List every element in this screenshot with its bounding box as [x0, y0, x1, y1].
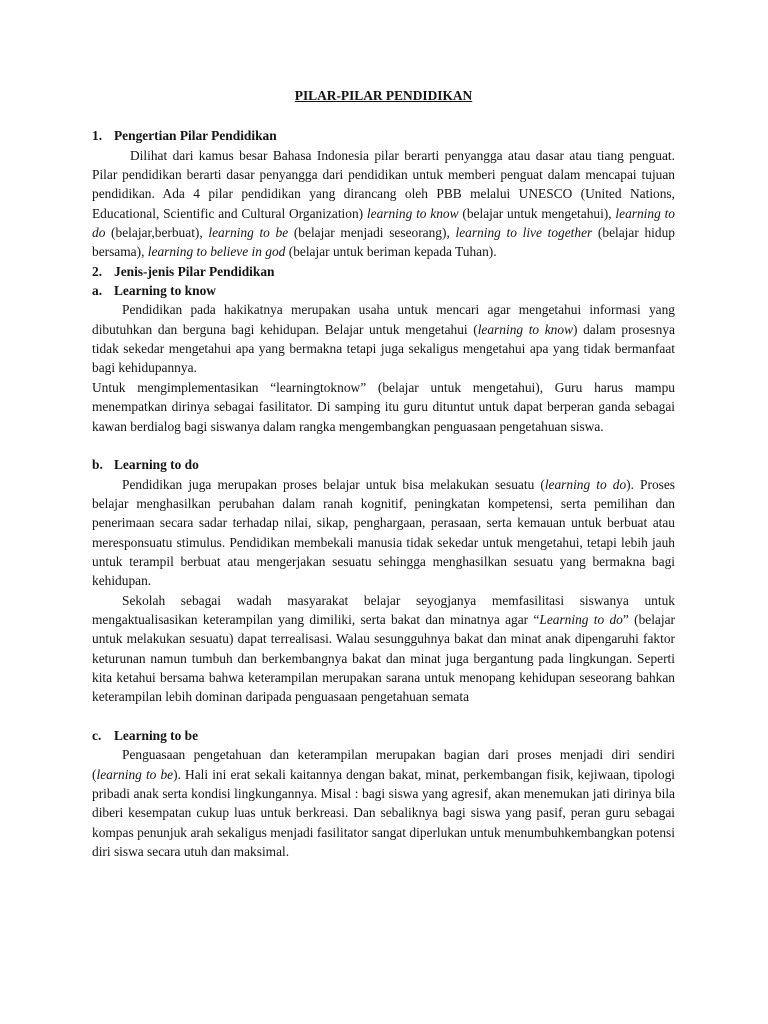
text-run: (belajar menjadi seseorang),: [288, 225, 456, 241]
section-1-heading: [92, 126, 675, 145]
subsection-a-paragraph-1: [92, 300, 675, 377]
section-1-number: 1.: [92, 128, 103, 144]
subsection-a-paragraph-2: Untuk mengimplementasikan “learningtoknow” (belajar untuk mengetahui), Guru harus mampu menempatkan dirinya sebagai fasilitator. Di samping itu guru dituntut untuk dapat berperan ganda sebagai kawan berdialog bagi siswanya dalam rangka mengembangkan penguasaan pengetahuan siswa.: [92, 379, 675, 434]
subsection-c-title: Learning to be: [114, 728, 199, 743]
italic-term: learning to know: [477, 321, 574, 337]
text-run: ). Proses belajar menghasilkan perubahan dalam ranah kognitif, peningkatan kompetensi, serta pemilihan dan penerimaan secara sadar terhadap nilai, sikap, penghargaan, perasaan, serta kemauan untuk berbuat atau meresponsuatu stimulus. Pendidikan membekali manusia tidak sekedar untuk mengetahui, tetapi lebih jauh untuk terampil berbuat atau mengerjakan sesuatu sehingga menghasilkan sesuatu yang bermakna bagi kehidupan.: [92, 476, 676, 589]
subsection-c-heading: [92, 726, 675, 745]
text-run: Sekolah sebagai wadah masyarakat belajar seyogjanya memfasilitasi siswanya untuk mengaktualisasikan keterampilan yang dimiliki, serta bakat dan minatnya agar “: [92, 592, 675, 627]
section-1-title: Pengertian Pilar Pendidikan: [114, 128, 277, 144]
document-title: PILAR-PILAR PENDIDIKAN: [294, 88, 473, 103]
text-run: ” (belajar untuk melakukan sesuatu) dapat terrealisasi. Walau sesungguhnya bakat dan minat anak dipengaruhi faktor keturunan namun tumbuh dan berkembangnya bakat dan minat juga bergantung pada lingkungan. Seperti kita ketahui bersama bahwa keterampilan merupakan sarana untuk menopang kehidupan seseorang bahkan keterampilan lebih dominan daripada penguasaan pengetahuan semata: [92, 611, 675, 705]
paragraph-gap: [92, 436, 675, 455]
subsection-a-title: Learning to know: [114, 283, 216, 299]
text-run: Pendidikan pada hakikatnya merupakan usaha untuk mencari agar mengetahui informasi yang dibutuhkan dan berguna bagi kehidupan. Belajar untuk mengetahui (: [92, 302, 675, 337]
subsection-b-label: b.: [92, 457, 103, 473]
text-run: ). Hali ini erat sekali kaitannya dengan bakat, minat, perkembangan fisik, kejiwaan, tipologi pribadi anak serta kondisi lingkungannya. Misal : bagi siswa yang agresif, akan menemukan jati dirinya bila diberi kesempatan cukup luas untuk berkreasi. Dan sebaliknya bagi siswa yang pasif, peran guru sebagai kompas penunjuk arah sekaligus menjadi fasilitator sangat diperlukan untuk menumbuhkembangkan potensi diri siswa secara utuh dan maksimal.: [92, 766, 675, 860]
document-page: [92, 86, 675, 861]
italic-term: learning to know: [366, 205, 459, 221]
italic-term: learning to be: [96, 766, 174, 782]
text-run: (belajar untuk beriman kepada Tuhan).: [285, 244, 497, 260]
subsection-b-paragraph-2: [92, 591, 675, 707]
italic-term: Learning to do: [539, 611, 623, 627]
section-2-number: 2.: [92, 263, 103, 279]
text-run: (belajar,berbuat),: [105, 225, 209, 241]
subsection-b-heading: [92, 455, 675, 474]
text-run: Dilihat dari kamus besar Bahasa Indonesia pilar berarti penyangga atau dasar atau tiang penguat. Pilar pendidikan berarti dasar penyangga dari pendidikan untuk memberi penguat dalam mencapai tujuan pendidikan. Ada 4 pilar pendidikan yang dirancang oleh PBB melalui UNESCO (United Nations, Educational, Scientific and Cultural Organization): [92, 147, 675, 221]
subsection-a-label: a.: [92, 283, 103, 299]
italic-term: learning to do: [544, 476, 627, 492]
subsection-a-heading: [92, 281, 675, 300]
section-2-title: Jenis-jenis Pilar Pendidikan: [114, 263, 275, 279]
italic-term: learning to do: [92, 205, 675, 241]
italic-term: learning to believe in god: [147, 244, 286, 260]
italic-term: learning to be: [208, 225, 289, 241]
subsection-c-paragraph-1: [92, 745, 675, 861]
text-run: Pendidikan juga merupakan proses belajar untuk bisa melakukan sesuatu (: [122, 476, 545, 492]
subsection-b-title: Learning to do: [114, 457, 199, 473]
text-run: Penguasaan pengetahuan dan keterampilan merupakan bagian dari proses menjadi diri sendiri (: [92, 747, 675, 782]
text-run: (belajar hidup bersama),: [92, 225, 675, 260]
section-2-heading: [92, 262, 675, 281]
italic-term: learning to live together: [455, 225, 593, 241]
section-1-paragraph: [92, 146, 675, 262]
subsection-c-label: c.: [92, 728, 102, 743]
paragraph-gap: [92, 707, 675, 726]
subsection-b-paragraph-1: [92, 475, 675, 591]
text-run: (belajar untuk mengetahui),: [458, 205, 616, 221]
text-run: ) dalam prosesnya tidak sekedar mengetahui apa yang bermakna tetapi juga sekaligus mengetahui apa yang tidak bermanfaat bagi kehidupannya.: [92, 321, 675, 376]
